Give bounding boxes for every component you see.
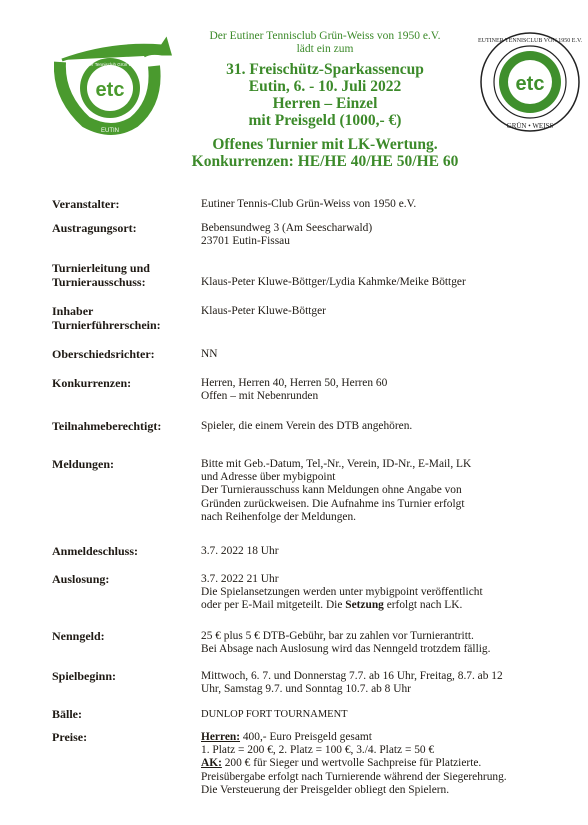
value-teilnahme: Spieler, die einem Verein des DTB angehören.	[201, 420, 413, 432]
header-prize: mit Preisgeld (1000,- €)	[248, 112, 402, 129]
header-dates: Eutin, 6. - 10. Juli 2022	[248, 78, 402, 95]
value-spielbeginn-line2: Uhr, Samstag 9.7. und Sonntag 10.7. ab 8 Uhr	[201, 683, 411, 696]
value-leitung: Klaus-Peter Kluwe-Böttger/Lydia Kahmke/Meike Böttger	[201, 276, 466, 288]
value-nenngeld-line1: 25 € plus 5 € DTB-Gebühr, bar zu zahlen vor Turnierantritt.	[201, 630, 474, 642]
header-open: Offenes Turnier mit LK-Wertung.	[212, 136, 438, 153]
value-nenngeld-line2: Bei Absage nach Auslosung wird das Nenngeld trotzdem fällig.	[201, 643, 491, 656]
header-title: 31. Freischütz-Sparkassencup	[226, 61, 424, 78]
label-teilnahme: Teilnahmeberechtigt:	[52, 419, 162, 433]
value-spielbeginn-line1: Mittwoch, 6. 7. und Donnerstag 7.7. ab 16 Uhr, Freitag, 8.7. ab 12	[201, 670, 503, 682]
label-leitung-2: Turnierausschuss:	[52, 274, 146, 289]
label-spielbeginn: Spielbeginn:	[52, 669, 117, 683]
value-meldungen-line5: nach Reihenfolge der Meldungen.	[201, 510, 356, 523]
value-konkurrenzen-line1: Herren, Herren 40, Herren 50, Herren 60	[201, 377, 388, 389]
left-logo-monogram: etc	[95, 79, 125, 101]
value-meldungen-line3: Der Turnierausschuss kann Meldungen ohne Angabe von	[201, 484, 462, 497]
label-inhaber-2: Turnierführerschein:	[52, 317, 161, 332]
label-ort: Austragungsort:	[52, 221, 137, 235]
header-club-line: Der Eutiner Tennisclub Grün-Weiss von 1950 e.V.	[209, 30, 441, 42]
right-logo-monogram: etc	[515, 73, 545, 95]
value-preise-line4: Preisübergabe erfolgt nach Turnierende während der Siegerehrung.	[201, 770, 507, 783]
header-invite-line: lädt ein zum	[296, 43, 354, 55]
header-event: Herren – Einzel	[272, 95, 378, 112]
label-auslosung: Auslosung:	[52, 572, 110, 586]
label-veranstalter: Veranstalter:	[52, 197, 120, 211]
ak-heading: AK:	[201, 757, 222, 770]
value-baelle: DUNLOP FORT TOURNAMENT	[201, 709, 348, 720]
value-preise-line2: 1. Platz = 200 €, 2. Platz = 100 €, 3./4. Platz = 50 €	[201, 744, 435, 757]
value-meldungen-line4: Gründen zurückweisen. Die Aufnahme ins Turnier erfolgt	[201, 497, 465, 510]
right-logo-bottom-text: GRÜN • WEISS	[506, 122, 554, 130]
value-oberschied: NN	[201, 348, 218, 360]
right-logo-top-text: EUTINER TENNISCLUB VON 1950 E.V.	[478, 38, 582, 44]
label-inhaber-1: Inhaber	[52, 304, 94, 318]
value-meldungen-line1: Bitte mit Geb.-Datum, Tel,-Nr., Verein, ID-Nr., E-Mail, LK	[201, 458, 472, 470]
club-logo-right	[478, 28, 582, 136]
value-anmeldeschluss: 3.7. 2022 18 Uhr	[201, 545, 279, 557]
value-preise-line3: AK: 200 € für Sieger und wertvolle Sachpreise für Platzierte.	[201, 757, 482, 770]
value-preise-line1: Herren: 400,- Euro Preisgeld gesamt	[201, 731, 372, 743]
value-auslosung-line2: Die Spielansetzungen werden unter mybigpoint veröffentlicht	[201, 586, 483, 599]
label-oberschied: Oberschiedsrichter:	[52, 347, 155, 361]
value-auslosung-line1: 3.7. 2022 21 Uhr	[201, 573, 279, 585]
value-konkurrenzen-line2: Offen – mit Nebenrunden	[201, 390, 319, 403]
left-logo-top-text: Eutiner Tennisclub Grün Weiss	[79, 62, 141, 67]
setzung-emphasis: Setzung	[345, 599, 384, 612]
value-preise-line5: Die Versteuerung der Preisgelder obliegt den Spielern.	[201, 783, 450, 796]
club-logo-left	[54, 36, 172, 136]
value-veranstalter: Eutiner Tennis-Club Grün-Weiss von 1950 e.V.	[201, 198, 417, 210]
header-competitions: Konkurrenzen: HE/HE 40/HE 50/HE 60	[191, 153, 459, 170]
label-baelle: Bälle:	[52, 707, 82, 721]
label-preise: Preise:	[52, 730, 88, 744]
herren-heading: Herren:	[201, 731, 241, 743]
invitation-header	[170, 30, 480, 129]
label-leitung-1: Turnierleitung und	[52, 261, 150, 275]
label-konkurrenzen: Konkurrenzen:	[52, 376, 132, 390]
value-inhaber: Klaus-Peter Kluwe-Böttger	[201, 305, 326, 317]
value-meldungen-line2: und Adresse über mybigpoint	[201, 471, 336, 484]
left-logo-bottom-text: EUTIN	[101, 128, 119, 134]
value-ort-line2: 23701 Eutin-Fissau	[201, 235, 290, 248]
value-ort-line1: Bebensundweg 3 (Am Seescharwald)	[201, 222, 373, 234]
label-meldungen: Meldungen:	[52, 457, 115, 471]
label-nenngeld: Nenngeld:	[52, 629, 105, 643]
label-anmeldeschluss: Anmeldeschluss:	[52, 544, 139, 558]
value-auslosung-line3: oder per E-Mail mitgeteilt. Die Setzung erfolgt nach LK.	[201, 599, 463, 612]
